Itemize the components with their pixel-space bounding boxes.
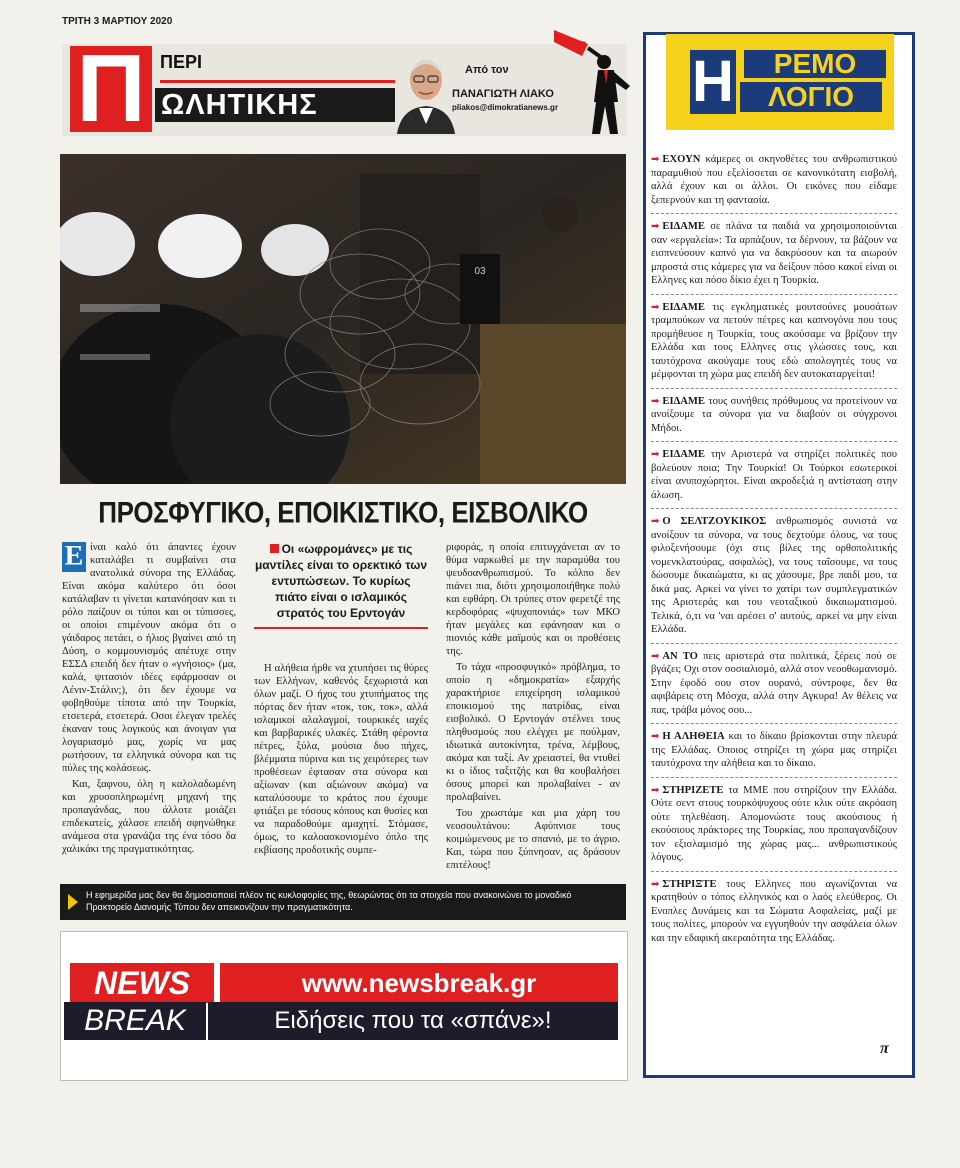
arrow-right-icon: ➡: [651, 731, 660, 742]
article-paragraph: ριφοράς, η οποία επιτυγχάνεται αν το θύμα ναρκωθεί με την παραμύθα του ψευδοανθρωπισμού. Το κόλπο δεν πιάνει πια, διότι χρησιμοποιήθηκε πολύ και εφθάρη. Οι τρύπες στον φερετζέ της κερδοφόρας «ψυχοπονιάς» των ΜΚΟ ήταν μεγάλες και εφάνησαν και ο πιονιός κάθε μαϊμούς και οι προθέσεις της.: [446, 542, 620, 657]
arrow-right-icon: ➡: [651, 301, 660, 313]
arrow-right-icon: ➡: [651, 395, 660, 407]
item-text: κάμερες οι σκηνοθέτες του ανθρωπιστικού παραμυθιού που εξελίσσεται σε κανονικότατη εισβολή, αλλά έχουν και οι άλλοι. Οι εικόνες που είδαμε ξεπερνούν και τη φαντασία.: [651, 154, 897, 206]
border-fence-photo: [60, 154, 626, 484]
ad-break-label: BREAK: [64, 1002, 206, 1040]
item-lead: ΕΙΔΑΜΕ: [662, 221, 705, 232]
article-headline: ΠΡΟΣΦΥΓΙΚΟ, ΕΠΟΙΚΙΣΤΙΚΟ, ΕΙΣΒΟΛΙΚΟ: [98, 494, 588, 530]
sidebar-item: [651, 213, 897, 294]
svg-text:03: 03: [474, 266, 486, 277]
dropcap: Ε: [62, 542, 86, 572]
circulation-notice: [60, 884, 626, 920]
article-paragraph: Η αλήθεια ήρθε να χτυπήσει τις θύρες των Ελλήνων, καθενός ξεχωριστά και όλων μαζί. Ο ήχος του χτυπήματος της πόρτας δεν ήταν «τοκ, τοκ, τοκ», αλλά ισλαμικοί αλαλαγμοί, τουρκικές ιαχές και βαρβαρικές υλακές. Στάθη φέροντα πέτρες, ξύλα, μούσια δυο πήχες, βλέμματα πύρινα και τις χειρότερες των προθέσεων έφτασαν στα σύνορα και αξίωναν (και αξιώνουν ακόμα) να καταλύσουμε το κράτος που έχουμε φτιάξει με τόσους κόπους και θυσίες και να παραδοθούμε αμαχητί. Στόμασε, όμως, το καλοασκονισμένο όπλο της εκβίασης προδοτικής συμπε-: [254, 663, 428, 856]
sidebar-logo-letter: Η: [690, 50, 736, 114]
article-paragraph: Και, ξαφνου, όλη η καλολαδωμένη και χρυσοπληρωμένη μηχανή της προπαγάνδας, που άλλοτε μοιάζει επιδεκατείς, χάλασε επειδή σφηνώθηκε ανάμεσα στα γρανάζια της ένα τόσο δα χαλικάκι της πραγματικότητας.: [62, 779, 236, 855]
item-lead: ΣΤΗΡΙΞΤΕ: [662, 878, 717, 890]
byline-prefix: Από τον: [465, 64, 509, 76]
item-lead: Ο ΣΕΛΤΖΟΥΚΙΚΟΣ: [662, 516, 767, 527]
item-lead: ΕΙΔΑΜΕ: [662, 449, 705, 460]
arrow-right-icon: ➡: [651, 221, 660, 232]
issue-date: ΤΡΙΤΗ 3 ΜΑΡΤΙΟΥ 2020: [62, 16, 173, 27]
article-paragraph: Του χρωστάμε και μια χάρη του νεοσουλτάνου: Αφύπνισε τους κοιμώμενους με το σπανιό, με το άγριο. Και, τώρα που ξύπνησαν, ας δράσουν επιτέλους!: [446, 808, 620, 871]
sidebar-item: [651, 777, 897, 871]
sidebar-item: [651, 723, 897, 777]
sidebar-items: [651, 147, 897, 951]
item-text: πεις αριστερά στα πολιτικά, ξέρεις πού σε βγάζει; Οχι στον σοσιαλισμό, αλλά στον νεοοθωμανισμό. Στην έφοδό σου στον ουρανό, σύντροφε, δεν θα αφιβάρεις στη Μόσχα, αλλά στην Αγκυρα! Αν θέλεις να πας, τράβα μόνος σου...: [651, 650, 898, 716]
megaphone-man-icon: [552, 22, 638, 136]
item-lead: ΣΤΗΡΙΖΕΤΕ: [662, 784, 724, 796]
sidebar-item: [651, 147, 897, 213]
author-email[interactable]: pliakos@dimokratianews.gr: [452, 103, 559, 112]
triangle-icon: [68, 894, 78, 910]
arrow-right-icon: ➡: [651, 449, 660, 460]
sidebar-item: [651, 441, 897, 508]
article-paragraph: ίναι καλό ότι άπαντες έχουν καταλάβει τι συμβαίνει στα ανατολικά σύνορα της Ελλάδας. Είναι ακόμα καλύτερο ότι όσοι κατάλαβαν τι γίνεται κατανόησαν και τι ρόλο παίζουν οι τύποι και οι τύπισσες, οι οποίοι επιμένουν ακόμα ότι ο γάιδαρος πετάει, ο ήλιος βγαίνει από τη Δύση, ο κομμουνισμός απέτυχε στην ΕΣΣΔ επειδή δεν ήταν ο «γνήσιος» (μα, καλά, ψιτασιόν ιδέες εφάρμοσαν οι Λένιν-Στάλιν;), ότι δεν έχουμε να φοβηθούμε τίποτα από την Τουρκία, ετσετερά, ετσετερά. Οσοι έλεγαν τρελές έκαναν τους λογικούς και άνοιγαν για λογαριασμό μας, χωρίς να μας ρωτήσουν, τα ελληνικά σύνορα και τις πύλες της κολάσεως.: [62, 542, 236, 774]
article-column-1: [62, 541, 236, 859]
item-text: σε πλάνα τα παιδιά να χρησιμοποιούνται σαν «εργαλεία»: Τα αρπάζουν, τα δέρνουν, τα βάζουν να εισπνεύσουν καπνό για να δακρύσουν και τα αιωρούν μπροστά στις κάμερες για να δείξουν πόσο κακοί είναι οι Ελληνες και πόσο δίκιο έχει η Τουρκία.: [651, 221, 897, 286]
column-logo-top: ΠΕΡΙ: [160, 52, 203, 72]
signature-mark: π: [880, 1040, 889, 1057]
article-paragraph: Το τάχα «προσφυγικό» πρόβλημα, το οποίο η «δημοκρατία» εξαρχής χαρακτήρισε επιχείρηση ισλαμικού εποικισμού της πατρίδας, είναι εισβολικό. Ο Ερντογάν στέλνει τους πληθυσμούς που ελέγχει με πούλμαν, ιδιωτικά αυτοκίνητα, τρένα, λέμβους, ακόμα και ταξί. Αν χρειαστεί, θα ντυθεί κι ο ίδιος ταξιτζής και θα κουβαλήσει όσους μπορεί και προλαβαίνει - αν προλαβαίνει.: [446, 662, 620, 803]
item-lead: Η ΑΛΗΘΕΙΑ: [662, 731, 725, 742]
column-logo-bottom: ΩΛΗΤΙΚΗΣ: [155, 88, 401, 122]
arrow-right-icon: ➡: [651, 784, 660, 796]
item-lead: ΕΙΔΑΜΕ: [662, 301, 705, 313]
item-text: τους Ελληνες που αγωνίζονται να κρατηθούν ο τόπος ελληνικός και ο λαός ελεύθερος. Οι Ενοπλες Δυνάμεις και τα Σώματα Ασφαλείας, μαζί με τους πολίτες, μπορούν να εγγυηθούν την ασφάλεια όλων και την εδαφική ακεραιότητα της Ελλάδας.: [651, 878, 897, 944]
sidebar-item: [651, 871, 897, 952]
notice-text: Η εφημερίδα μας δεν θα δημοσιοποιεί πλέον τις κυκλοφορίες της, θεωρώντας ότι τα στοιχεία που ανακοινώνει το μοναδικό Πρακτορείο Διανομής Τύπου δεν απεικονίζουν την πραγματικότητα.: [86, 890, 572, 912]
item-text: την Αριστερά να στηρίζει πολιτικές που βολεύουν ποια; Την Τουρκία! Οι Τούρκοι εσωτερικοί είναι ανυποχώρητοι. Είναι ακροδεξιά η αντίσταση στην άλωση.: [651, 449, 897, 501]
arrow-right-icon: ➡: [651, 154, 660, 165]
article-column-3: [446, 541, 620, 875]
pull-quote-text: Οι «ωφρομάνες» με τις μαντίλες είναι το ορεκτικό των εντυπώσεων. Το κυρίως πιάτο είναι ο ισλαμικός στρατός του Ερντογάν: [254, 542, 428, 620]
sidebar-item: [651, 388, 897, 442]
ad-url[interactable]: www.newsbreak.gr: [220, 963, 618, 1003]
item-lead: ΑΝ ΤΟ: [662, 650, 698, 662]
author-portrait: [395, 46, 457, 134]
item-text: ανθρωπισμός συνιστά να ανοίξουν τα σύνορα, να τους δεχτούμε όλους, να τους φιλοξενήσουμε (όχι στις βίλες της ορθοπολιτικής νομενκλατούρας, ασφαλώς), να τους ταΐσουμε, να τους δώσουμε δικαιώματα, κι ας χάσουμε, βρε παιδί μου, τα δικά μας. Αρκεί να γίνει το χατίρι των συμπλεγματικών της Αριστεράς και του νεοταξικού δικαιωματισμού. Τελικά, ό,τι να 'ναι αρέσει σ' αυτούς, αρκεί να μην είναι Ελλάδα.: [651, 516, 897, 635]
sidebar-item: [651, 294, 897, 388]
article-column-2: [254, 662, 428, 860]
item-lead: ΕΙΔΑΜΕ: [662, 395, 705, 407]
sidebar-logo-line1: ΡΕΜΟ: [744, 50, 886, 78]
pull-quote: [254, 541, 428, 629]
arrow-right-icon: ➡: [651, 650, 660, 662]
arrow-right-icon: ➡: [651, 878, 660, 890]
item-text: τις εγκληματικές μουτσούνες μουσάτων τραμπούκων να πετούν πέτρες και καπνογόνα που τους προμήθευσε η Τουρκία, τους ακούσαμε να βρίζουν την Ελλάδα και τους Ελληνες στις γλώσσες τους, και ταυτόχρονα ακούγαμε τους εδώ απολογητές τους να μέμφονται τη χώρα μας επειδή δεν αυτοκαταργείται!: [651, 301, 897, 380]
sidebar-item: [651, 643, 897, 724]
column-logo-letter: Π: [70, 46, 152, 132]
ad-news-label: NEWS: [70, 963, 214, 1003]
ad-slogan: Ειδήσεις που τα «σπάνε»!: [208, 1002, 618, 1040]
item-text: και το δίκαιο βρίσκονται στην πλευρά της Ελλάδας. Οποιος στηρίζει τη χώρα μας στηρίζει ταυτόχρονα την αλήθεια και το δίκαιο.: [651, 731, 897, 769]
sidebar-item: [651, 508, 897, 643]
red-square-icon: [270, 544, 279, 553]
arrow-right-icon: ➡: [651, 516, 660, 527]
item-text: τους συνήθεις πρόθυμους να προτείνουν να ανοίξουμε τα σύνορα για να διαβούν οι σύγχρονοι Μήδοι.: [651, 395, 897, 434]
item-lead: ΕΧΟΥΝ: [662, 154, 701, 165]
item-text: τα ΜΜΕ που στηρίζουν την Ελλάδα. Ούτε σεντ στους τουρκόψυχους ούτε κλικ ούτε ακρόαση ούτε τηλεθέαση. Απομονώστε τους ακούσιους ή εκούσιους πράκτορες της Τουρκίας, που προπαγανδίζουν τον εξισλαμισμό της χώρας μας... ανθρωπιστικούς λόγους.: [651, 784, 898, 863]
sidebar-logo-line2: ΛΟΓΙΟ: [740, 82, 882, 112]
author-name: ΠΑΝΑΓΙΩΤΗ ΛΙΑΚΟ: [452, 88, 554, 100]
